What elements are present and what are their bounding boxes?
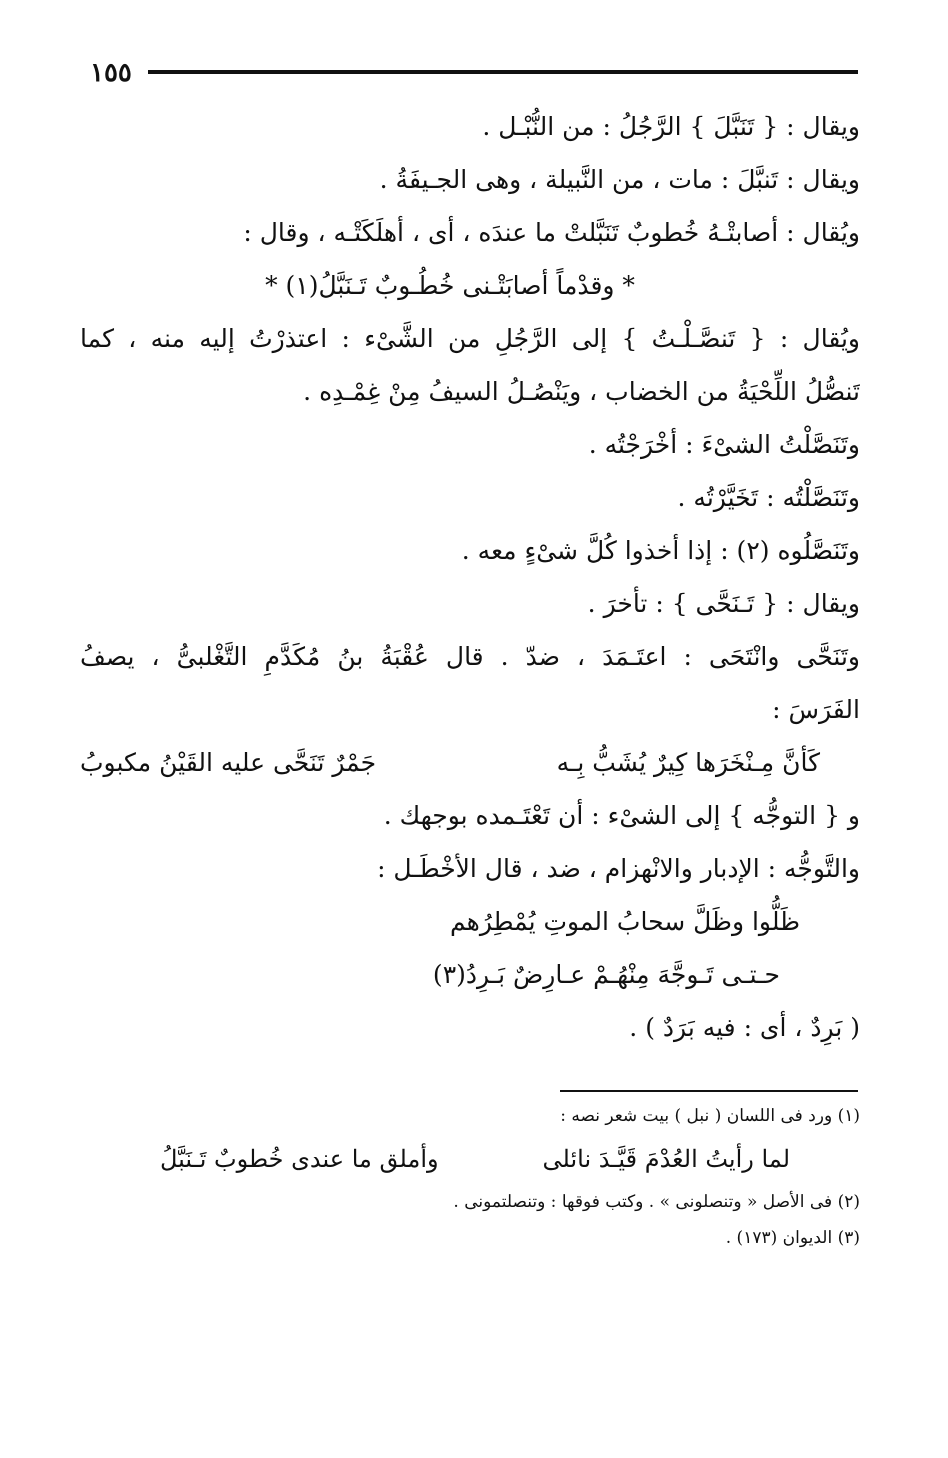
text-line: والتَّوجُّه : الإدبار والانْهزام ، ضد ، قال الأخْطَـل : (377, 854, 860, 883)
footnote-3: (٣) الديوان (١٧٣) . (725, 1228, 860, 1248)
text-line: تَنصُّلُ اللِّحْيَةُ من الخضاب ، ويَنْصُـلُ السيفُ مِنْ غِمْـدِه . (303, 377, 860, 406)
text-line: ويقال : { تَـنَحَّى } : تأخرَ . (587, 589, 860, 618)
footnotes (80, 1098, 860, 1256)
footnote-1: (١) ورد فى اللسان ( نبل ) بيت شعر نصه : (560, 1106, 860, 1126)
footnote-rule (560, 1090, 858, 1092)
text-line: ويقال : { تَنَبَّلَ } الرَّجُلُ : من النُّبْـل . (482, 112, 860, 141)
text-line: وتَنَصَّلُوه (٢) : إذا أخذوا كُلَّ شىْءٍ معه . (461, 536, 860, 565)
footnote-verse-left: وأملق ما عندى خُطوبٌ تَـنَبَّلُ (160, 1145, 439, 1173)
verse-hemistich-right: كَأنَّ مِـنْخَرَها كِيرٌ يُشَبُّ بِـه (556, 748, 820, 777)
text-line: ( بَرِدٌ ، أى : فيه بَرَدٌ ) . (629, 1013, 860, 1042)
text-line: ويقال : تَنبَّلَ : مات ، من النَّبيلة ، وهى الجـيفَةُ . (379, 165, 860, 194)
verse-line: * وقدْماً أصابَتْـنى خُطُـوبٌ تَـنَبَّلُ(١) * (265, 271, 635, 300)
verse-line: حـتـى تَـوجَّهَ مِنْهُـمْ عـارِضٌ بَـرِدُ(٣) (432, 960, 780, 989)
footnote-verse-right: لما رأيتُ العُدْمَ قَيَّـدَ نائلى (542, 1145, 790, 1173)
footnote-verse (80, 1134, 860, 1184)
verse-couplet (80, 736, 860, 789)
text-line: وتَنَصَّلْتُ الشىْءَ : أخْرَجْتُه . (588, 430, 860, 459)
verse-line: ظَلُّوا وظَلَّ سحابُ الموتِ يُمْطِرُهم (450, 907, 800, 936)
body-text (80, 100, 860, 1054)
page-number: ١٥٥ (90, 58, 132, 88)
text-line: ويُقال : { تَنصَّـلْـتُ } إلى الرَّجُلِ من الشَّىْء : اعتذرْتُ إليه منه ، كما (80, 324, 860, 353)
footnote-2: (٢) فى الأصل « وتنصلونى » . وكتب فوقها : وتنصلتمونى . (453, 1192, 860, 1212)
header-rule (148, 70, 858, 74)
text-line: وتَنَحَّى وانْتَحَى : اعتَـمَدَ ، ضدّ . قال عُقْبَةُ بنُ مُكَدَّمِ التَّغْلبىُّ ، يصفُ (80, 642, 860, 671)
text-line: وتَنَصَّلْتُه : تَخَيَّرْتُه . (677, 483, 860, 512)
text-line: ويُقال : أصابتْـهُ خُطوبٌ تَنَبَّلتْ ما عندَه ، أى ، أهلَكَتْـه ، وقال : (243, 218, 860, 247)
text-line: و { التوجُّه } إلى الشىْء : أن تَعْتَـمده بوجهك . (383, 801, 860, 830)
verse-hemistich-left: جَمْرٌ تَنَحَّى عليه القَيْنُ مكبوبُ (80, 748, 377, 777)
text-line: الفَرَسَ : (772, 695, 860, 724)
page-header (90, 58, 858, 98)
